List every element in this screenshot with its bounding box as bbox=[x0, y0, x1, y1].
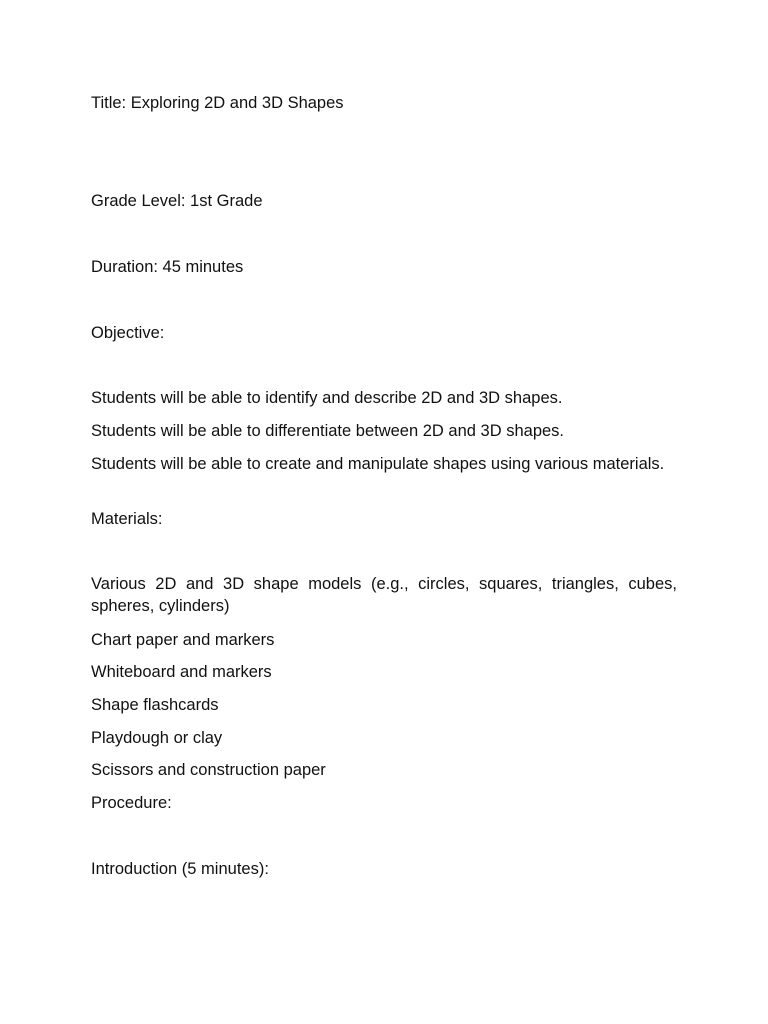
duration: Duration: 45 minutes bbox=[91, 258, 244, 276]
objective-item: Students will be able to differentiate between 2D and 3D shapes. bbox=[91, 422, 565, 440]
materials-heading: Materials: bbox=[91, 510, 163, 528]
document-title: Title: Exploring 2D and 3D Shapes bbox=[91, 94, 344, 112]
objective-item: Students will be able to identify and describe 2D and 3D shapes. bbox=[91, 389, 563, 407]
objective-heading: Objective: bbox=[91, 324, 165, 342]
grade-level: Grade Level: 1st Grade bbox=[91, 192, 263, 210]
procedure-heading: Procedure: bbox=[91, 794, 172, 812]
material-item: Chart paper and markers bbox=[91, 631, 275, 649]
material-item: Playdough or clay bbox=[91, 729, 223, 747]
introduction-heading: Introduction (5 minutes): bbox=[91, 860, 269, 878]
material-item: Various 2D and 3D shape models (e.g., circles, squares, triangles, cubes, spheres, cylinders) bbox=[91, 575, 677, 615]
material-item: Scissors and construction paper bbox=[91, 761, 326, 779]
material-item: Shape flashcards bbox=[91, 696, 219, 714]
material-item: Whiteboard and markers bbox=[91, 663, 272, 681]
objective-item: Students will be able to create and manipulate shapes using various materials. bbox=[91, 455, 665, 473]
